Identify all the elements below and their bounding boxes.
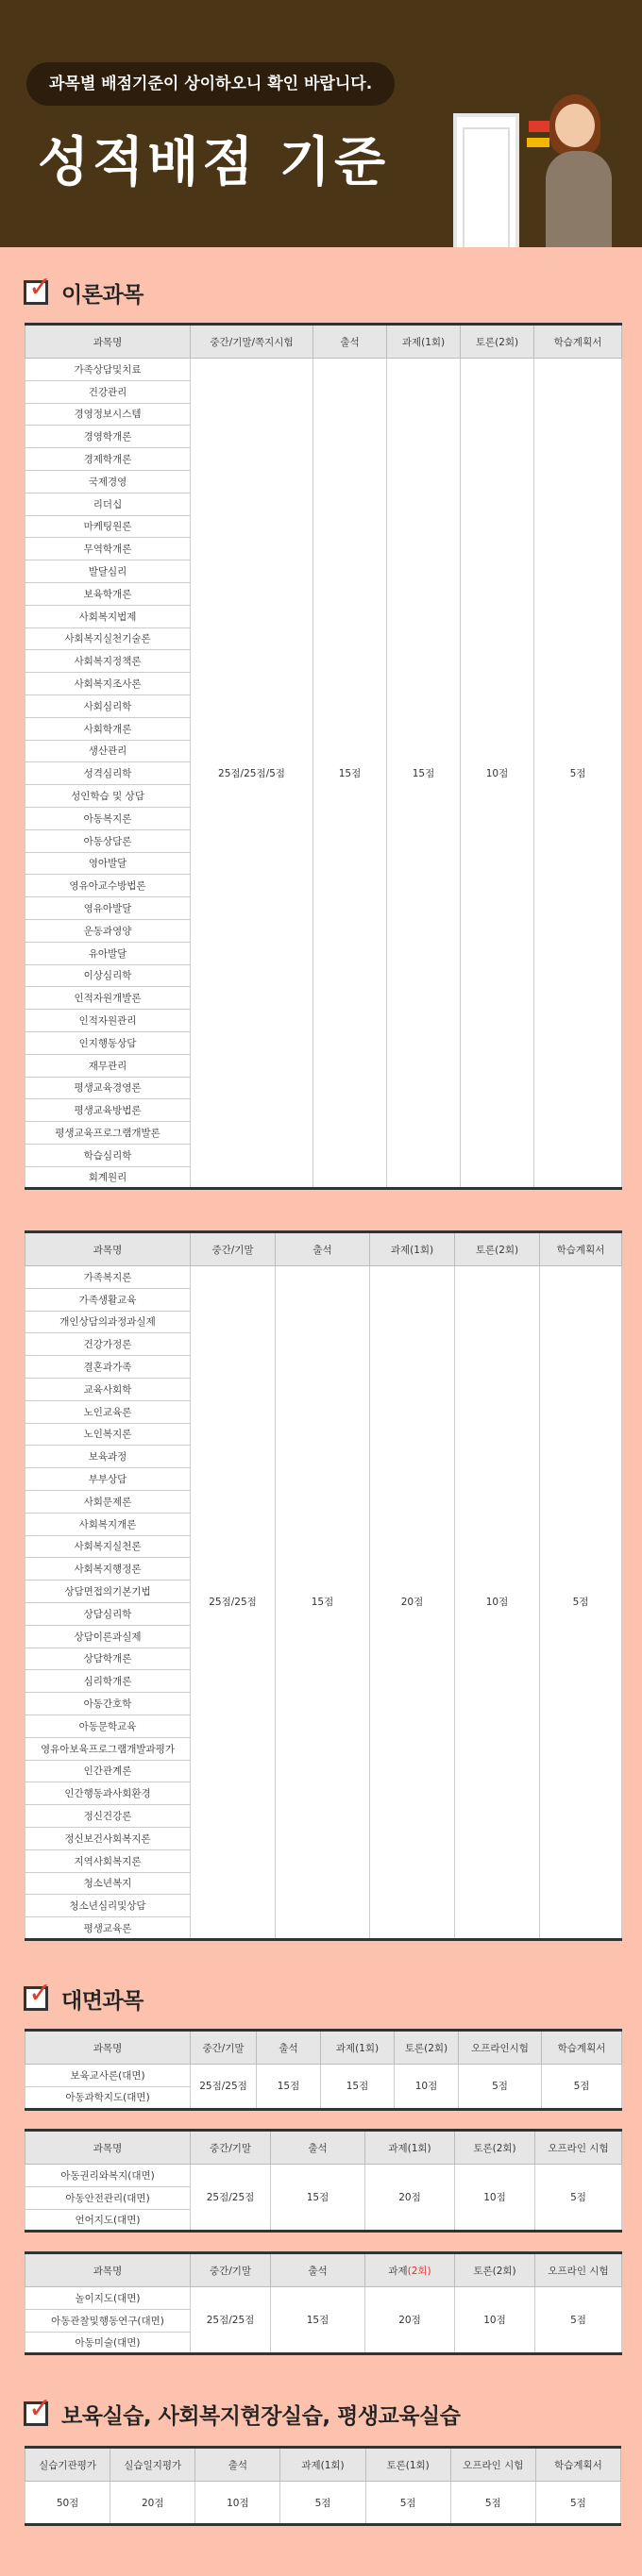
subject-cell: 평생교육프로그램개발론 — [25, 1122, 191, 1145]
score-cell: 15점 — [271, 2287, 365, 2354]
section-practice-heading — [24, 2392, 461, 2433]
subject-cell: 회계원리 — [25, 1166, 191, 1189]
subject-cell: 아동과학지도(대면) — [25, 2086, 191, 2109]
subject-cell: 사회복지실천론 — [25, 1535, 191, 1558]
subject-cell: 사회복지개론 — [25, 1513, 191, 1535]
col-assignment — [365, 2253, 455, 2287]
subject-cell: 개인상담의과정과실제 — [25, 1311, 191, 1333]
subject-cell: 심리학개론 — [25, 1670, 191, 1693]
col-exam: 중간/기말 — [191, 2131, 271, 2165]
subject-cell: 보육과정 — [25, 1446, 191, 1468]
subject-cell: 사회복지실천기술론 — [25, 627, 191, 650]
subject-cell: 청소년심리및상담 — [25, 1895, 191, 1917]
score-cell: 25점/25점 — [191, 2287, 271, 2354]
subject-cell: 사회복지법제 — [25, 605, 191, 627]
table-header-row — [25, 325, 622, 359]
subject-cell: 사회문제론 — [25, 1490, 191, 1513]
subject-cell: 상담면접의기본기법 — [25, 1581, 191, 1603]
subject-cell: 아동상담론 — [25, 829, 191, 852]
col-assignment: 과제(1회) — [280, 2448, 365, 2482]
subject-cell: 정신보건사회복지론 — [25, 1827, 191, 1849]
subject-cell: 영유아보육프로그램개발과평가 — [25, 1737, 191, 1760]
hero-banner — [0, 0, 642, 247]
score-cell: 25점/25점 — [191, 2065, 257, 2110]
subject-cell: 경영정보시스템 — [25, 403, 191, 426]
subject-cell: 마케팅원론 — [25, 515, 191, 538]
table-row — [25, 2065, 622, 2087]
col-attendance: 출석 — [313, 325, 387, 359]
score-cell: 15점 — [321, 2065, 395, 2110]
subject-cell: 성인학습 및 상담 — [25, 785, 191, 808]
score-cell: 10점 — [461, 359, 534, 1189]
score-cell: 10점 — [195, 2482, 280, 2525]
col-plan: 학습계획서 — [542, 2031, 622, 2065]
col-exam: 중간/기말 — [191, 2031, 257, 2065]
score-cell: 5점 — [280, 2482, 365, 2525]
notice-pill: 과목별 배점기준이 상이하오니 확인 바랍니다. — [26, 62, 395, 106]
subject-cell: 가족생활교육 — [25, 1288, 191, 1311]
subject-cell: 사회복지정책론 — [25, 650, 191, 673]
table-row — [25, 359, 622, 381]
subject-cell: 건강관리 — [25, 380, 191, 403]
subject-cell: 무역학개론 — [25, 538, 191, 560]
col-discussion: 토론(2회) — [455, 1232, 540, 1266]
subject-cell: 인간행동과사회환경 — [25, 1782, 191, 1805]
subject-cell: 사회학개론 — [25, 717, 191, 740]
score-cell: 15점 — [271, 2165, 365, 2232]
section-facetoface-heading — [24, 1977, 144, 2017]
col-subject: 과목명 — [25, 2131, 191, 2165]
subject-cell: 아동간호학 — [25, 1693, 191, 1715]
col-subject: 과목명 — [25, 2031, 191, 2065]
score-cell: 20점 — [370, 1266, 455, 1940]
subject-cell: 청소년복지 — [25, 1872, 191, 1895]
subject-cell: 평생교육경영론 — [25, 1077, 191, 1099]
score-cell: 5점 — [540, 1266, 622, 1940]
subject-cell: 결혼과가족 — [25, 1356, 191, 1379]
subject-cell: 노인교육론 — [25, 1400, 191, 1423]
score-cell: 5점 — [459, 2065, 542, 2110]
subject-cell: 보육교사론(대면) — [25, 2065, 191, 2087]
checkbox-icon: ✓ — [24, 1986, 48, 2011]
col-attendance: 출석 — [271, 2131, 365, 2165]
subject-cell: 정신건강론 — [25, 1805, 191, 1828]
score-cell: 5점 — [450, 2482, 535, 2525]
col-attendance: 출석 — [257, 2031, 321, 2065]
assignment-count: (2회) — [407, 2265, 431, 2277]
col-assignment: 과제(1회) — [365, 2131, 455, 2165]
col-exam: 중간/기말 — [191, 1232, 276, 1266]
score-cell: 15점 — [387, 359, 461, 1189]
subject-cell: 인지행동상담 — [25, 1031, 191, 1054]
subject-cell: 이상심리학 — [25, 964, 191, 987]
subject-cell: 재무관리 — [25, 1054, 191, 1077]
subject-cell: 사회복지조사론 — [25, 673, 191, 695]
score-cell: 20점 — [365, 2165, 455, 2232]
col-offline-exam: 오프라인 시험 — [535, 2131, 622, 2165]
col-attendance: 출석 — [271, 2253, 365, 2287]
facetoface-score-table-2 — [25, 2129, 622, 2233]
subject-cell: 발달심리 — [25, 560, 191, 583]
door-panel — [463, 127, 510, 247]
practice-score-table — [25, 2446, 621, 2526]
col-attendance: 출석 — [276, 1232, 370, 1266]
subject-cell: 인적자원개발론 — [25, 987, 191, 1010]
theory-score-table-2 — [25, 1230, 622, 1941]
table-row — [25, 2287, 622, 2310]
col-assignment: 과제(1회) — [387, 325, 461, 359]
score-cell: 5점 — [542, 2065, 622, 2110]
score-cell: 5점 — [535, 2482, 620, 2525]
col-subject: 과목명 — [25, 1232, 191, 1266]
col-offline-exam: 오프라인 시험 — [535, 2253, 622, 2287]
col-attendance: 출석 — [195, 2448, 280, 2482]
facetoface-score-table-3 — [25, 2251, 622, 2355]
score-cell: 20점 — [110, 2482, 195, 2525]
checkbox-icon: ✓ — [24, 2401, 48, 2426]
col-exam: 중간/기말/쪽지시험 — [191, 325, 313, 359]
subject-cell: 상담학개론 — [25, 1648, 191, 1670]
subject-cell: 건강가정론 — [25, 1333, 191, 1356]
table-row — [25, 2165, 622, 2187]
col-offline-exam: 오프라인 시험 — [450, 2448, 535, 2482]
subject-cell: 가족상담및치료 — [25, 359, 191, 381]
subject-cell: 아동문학교육 — [25, 1715, 191, 1737]
score-cell: 15점 — [257, 2065, 321, 2110]
subject-cell: 유아발달 — [25, 942, 191, 964]
subject-cell: 아동권리와복지(대면) — [25, 2165, 191, 2187]
subject-cell: 국제경영 — [25, 470, 191, 493]
subject-cell: 부부상담 — [25, 1468, 191, 1491]
subject-cell: 영유아교수방법론 — [25, 875, 191, 897]
section-title: 보육실습, 사회복지현장실습, 평생교육실습 — [61, 2403, 461, 2429]
score-cell: 10점 — [395, 2065, 459, 2110]
table-header-row — [25, 2448, 621, 2482]
col-exam: 중간/기말 — [191, 2253, 271, 2287]
col-institution-eval: 실습기관평가 — [25, 2448, 110, 2482]
score-cell: 25점/25점 — [191, 1266, 276, 1940]
subject-cell: 지역사회복지론 — [25, 1849, 191, 1872]
subject-cell: 아동관찰및행동연구(대면) — [25, 2309, 191, 2332]
subject-cell: 운동과영양 — [25, 919, 191, 942]
table-row — [25, 2482, 621, 2525]
subject-cell: 교육사회학 — [25, 1378, 191, 1400]
score-cell: 20점 — [365, 2287, 455, 2354]
col-plan: 학습계획서 — [540, 1232, 622, 1266]
subject-cell: 놀이지도(대면) — [25, 2287, 191, 2310]
checkbox-icon: ✓ — [24, 280, 48, 305]
col-plan: 학습계획서 — [535, 2448, 620, 2482]
section-title: 이론과목 — [61, 282, 144, 308]
subject-cell: 노인복지론 — [25, 1423, 191, 1446]
col-discussion: 토론(2회) — [455, 2131, 535, 2165]
subject-cell: 아동복지론 — [25, 807, 191, 829]
subject-cell: 영아발달 — [25, 852, 191, 875]
subject-cell: 경제학개론 — [25, 448, 191, 471]
subject-cell: 성격심리학 — [25, 762, 191, 785]
facetoface-score-table-1 — [25, 2029, 622, 2111]
subject-cell: 리더십 — [25, 493, 191, 515]
score-cell: 15점 — [276, 1266, 370, 1940]
subject-cell: 보육학개론 — [25, 582, 191, 605]
subject-cell: 상담이론과실제 — [25, 1625, 191, 1648]
page-title: 성적배점 기준 — [38, 132, 390, 193]
score-cell: 15점 — [313, 359, 387, 1189]
section-theory-heading — [24, 271, 144, 311]
subject-cell: 아동안전관리(대면) — [25, 2186, 191, 2209]
subject-cell: 경영학개론 — [25, 426, 191, 448]
assignment-label: 과제 — [388, 2265, 408, 2277]
subject-cell: 인간관계론 — [25, 1760, 191, 1782]
subject-cell: 사회복지행정론 — [25, 1558, 191, 1581]
col-discussion: 토론(2회) — [461, 325, 534, 359]
subject-cell: 아동미술(대면) — [25, 2332, 191, 2354]
col-plan: 학습계획서 — [534, 325, 622, 359]
score-cell: 10점 — [455, 2165, 535, 2232]
subject-cell: 가족복지론 — [25, 1266, 191, 1289]
subject-cell: 평생교육론 — [25, 1917, 191, 1940]
score-cell: 5점 — [535, 2165, 622, 2232]
score-cell: 5점 — [365, 2482, 450, 2525]
col-assignment: 과제(1회) — [370, 1232, 455, 1266]
subject-cell: 상담심리학 — [25, 1602, 191, 1625]
col-discussion: 토론(1회) — [365, 2448, 450, 2482]
col-offline-exam: 오프라인시험 — [459, 2031, 542, 2065]
col-discussion: 토론(2회) — [395, 2031, 459, 2065]
subject-cell: 학습심리학 — [25, 1144, 191, 1166]
score-cell: 25점/25점/5점 — [191, 359, 313, 1189]
theory-score-table-1 — [25, 323, 622, 1190]
subject-cell: 사회심리학 — [25, 694, 191, 717]
subject-cell: 생산관리 — [25, 740, 191, 762]
person-illustration — [546, 94, 612, 247]
col-discussion: 토론(2회) — [455, 2253, 535, 2287]
score-cell: 5점 — [534, 359, 622, 1189]
col-subject: 과목명 — [25, 2253, 191, 2287]
table-header-row — [25, 2131, 622, 2165]
col-assignment: 과제(1회) — [321, 2031, 395, 2065]
subject-cell: 영유아발달 — [25, 897, 191, 920]
section-title: 대면과목 — [61, 1988, 144, 2014]
table-header-row — [25, 2031, 622, 2065]
subject-cell: 언어지도(대면) — [25, 2209, 191, 2232]
score-cell: 10점 — [455, 2287, 535, 2354]
score-cell: 25점/25점 — [191, 2165, 271, 2232]
score-cell: 50점 — [25, 2482, 110, 2525]
subject-cell: 인적자원관리 — [25, 1010, 191, 1032]
table-row — [25, 1266, 622, 1289]
subject-cell: 평생교육방법론 — [25, 1099, 191, 1122]
col-journal-eval: 실습일지평가 — [110, 2448, 195, 2482]
table-header-row — [25, 1232, 622, 1266]
col-subject: 과목명 — [25, 325, 191, 359]
score-cell: 10점 — [455, 1266, 540, 1940]
score-cell: 5점 — [535, 2287, 622, 2354]
table-header-row — [25, 2253, 622, 2287]
